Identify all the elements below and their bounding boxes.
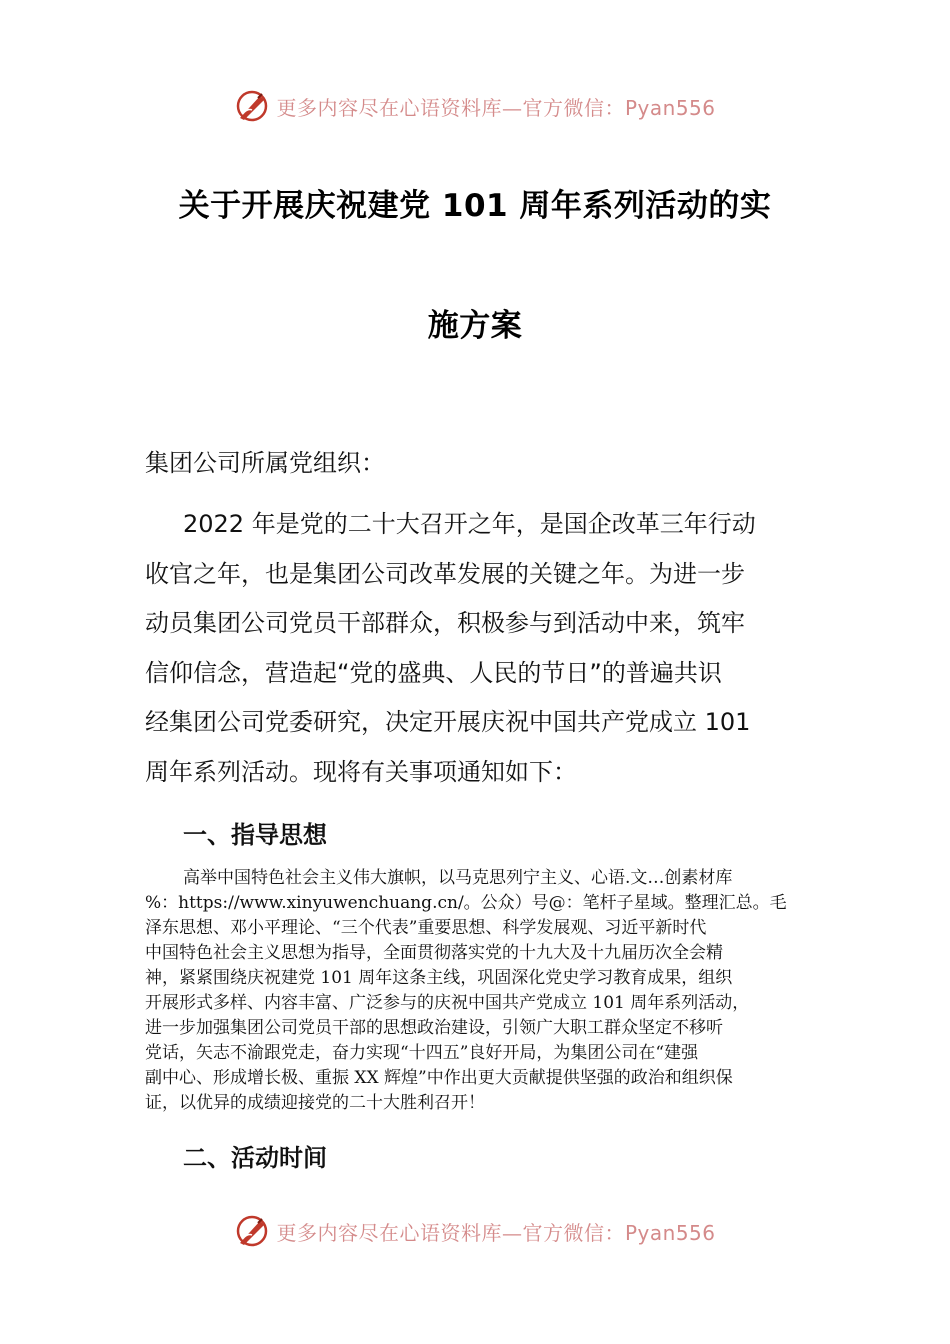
section-heading-activity-time: 二、活动时间 (183, 1144, 327, 1172)
intro-line: 动员集团公司党员干部群众，积极参与到活动中来，筑牢 (145, 609, 745, 638)
watermark-handle: Pyan556 (624, 95, 716, 120)
section-body-guiding-ideology (145, 866, 813, 1116)
footer-watermark-banner (0, 1211, 950, 1251)
pen-logo-icon (234, 1213, 270, 1249)
body-line: 神，紧紧围绕庆祝建党 101 周年这条主线，巩固深化党史学习教育成果，组织 (145, 968, 733, 988)
header-watermark-banner (0, 86, 950, 126)
body-line: 副中心、形成增长极、重振 XX 辉煌”中作出更大贡献提供坚强的政治和组织保 (145, 1068, 733, 1088)
intro-line: 经集团公司党委研究，决定开展庆祝中国共产党成立 101 (145, 708, 751, 737)
body-line: 开展形式多样、内容丰富、广泛参与的庆祝中国共产党成立 101 周年系列活动， (145, 993, 750, 1013)
body-line: 泽东思想、邓小平理论、“三个代表”重要思想、科学发展观、习近平新时代 (145, 918, 707, 938)
section-heading-guiding-ideology: 一、指导思想 (183, 821, 327, 849)
body-line: 中国特色社会主义思想为指导，全面贯彻落实党的十九大及十九届历次全会精 (145, 943, 723, 963)
body-line: %：https://www.xinyuwenchuang.cn/。公众）号@：笔杆子星域。整理汇总。毛 (145, 893, 787, 913)
watermark-text: 更多内容尽在心语资料库—官方微信：Pyan556 (276, 95, 716, 120)
intro-line: 2022 年是党的二十大召开之年，是国企改革三年行动 (183, 510, 756, 538)
intro-paragraph (145, 500, 813, 798)
body-line: 证，以优异的成绩迎接党的二十大胜利召开！ (145, 1093, 485, 1113)
document-title-line-2: 施方案 (427, 308, 523, 344)
document-title-line-1: 关于开展庆祝建党 101 周年系列活动的实 (178, 188, 772, 224)
intro-line: 收官之年，也是集团公司改革发展的关键之年。为进一步 (145, 559, 745, 588)
watermark-handle: Pyan556 (624, 1220, 716, 1245)
body-line: 党话，矢志不渝跟党走，奋力实现“十四五”良好开局，为集团公司在“建强 (145, 1043, 699, 1063)
watermark-text: 更多内容尽在心语资料库—官方微信：Pyan556 (276, 1220, 716, 1245)
intro-line: 周年系列活动。现将有关事项通知如下： (145, 757, 577, 786)
body-line: 进一步加强集团公司党员干部的思想政治建设，引领广大职工群众坚定不移听 (145, 1018, 723, 1038)
salutation: 集团公司所属党组织： (145, 449, 385, 477)
body-line: 高举中国特色社会主义伟大旗帜，以马克思列宁主义、心语.文…创素材库 (183, 868, 733, 888)
pen-logo-icon (234, 88, 270, 124)
intro-line: 信仰信念，营造起“党的盛典、人民的节日”的普遍共识 (145, 658, 722, 687)
